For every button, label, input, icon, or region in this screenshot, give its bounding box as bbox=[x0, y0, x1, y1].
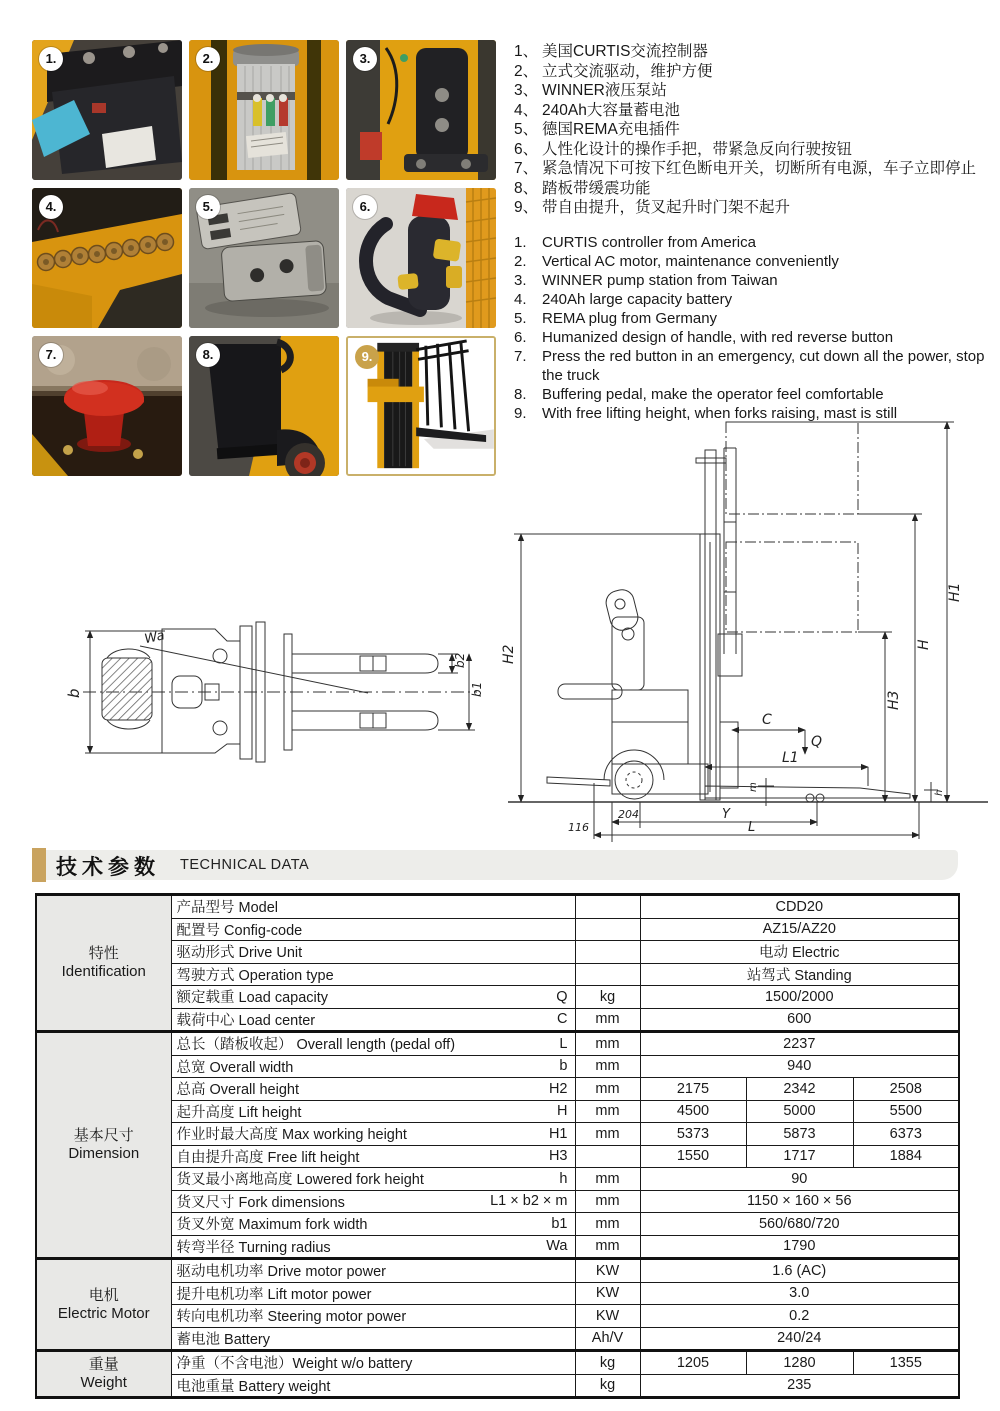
parameter-name-cell bbox=[171, 1282, 575, 1305]
unit-cell: mm bbox=[575, 1213, 640, 1236]
value-cell: 5373 bbox=[640, 1123, 746, 1146]
dim-label-h1: H1 bbox=[947, 582, 963, 602]
value-cell: 6373 bbox=[853, 1123, 959, 1146]
spec-row bbox=[36, 1145, 959, 1168]
parameter-name-cell bbox=[171, 1145, 575, 1168]
feature-item-text: WINNER pump station from Taiwan bbox=[542, 272, 778, 289]
photo-number-badge: 6. bbox=[353, 195, 377, 219]
parameter-name-cell bbox=[171, 1351, 575, 1375]
value-cell: 600 bbox=[640, 1008, 959, 1032]
section-title-chinese: 技术参数 bbox=[56, 856, 160, 879]
parameter-name: 自由提升高度 Free lift height bbox=[176, 1149, 360, 1166]
parameter-name-cell bbox=[171, 918, 575, 941]
technical-data-table bbox=[35, 893, 960, 1399]
photo-emergency-stop-button bbox=[32, 336, 182, 476]
photo-number-badge: 7. bbox=[39, 343, 63, 367]
value-cell: 2508 bbox=[853, 1078, 959, 1101]
parameter-name-cell bbox=[171, 941, 575, 964]
value-cell: AZ15/AZ20 bbox=[640, 918, 959, 941]
unit-cell bbox=[575, 895, 640, 919]
photo-number-badge: 8. bbox=[196, 343, 220, 367]
parameter-name: 总高 Overall height bbox=[176, 1082, 299, 1099]
parameter-name-cell bbox=[171, 1078, 575, 1101]
photo-number-badge: 2. bbox=[196, 47, 220, 71]
feature-item bbox=[514, 101, 996, 121]
parameter-name: 电池重量 Battery weight bbox=[176, 1378, 331, 1395]
feature-item-text: 240Ah large capacity battery bbox=[542, 291, 733, 308]
value-cell: 3.0 bbox=[640, 1282, 959, 1305]
unit-cell: KW bbox=[575, 1305, 640, 1328]
parameter-name-cell bbox=[171, 1123, 575, 1146]
value-cell: 940 bbox=[640, 1055, 959, 1078]
dim-label-q: Q bbox=[811, 734, 823, 750]
photo-battery-terminals bbox=[32, 40, 182, 180]
feature-photo-grid bbox=[32, 40, 496, 476]
feature-item-number: 9、 bbox=[514, 199, 539, 216]
spec-row bbox=[36, 1078, 959, 1101]
parameter-name: 货叉最小离地高度 Lowered fork height bbox=[176, 1172, 424, 1189]
category-label-cn: 基本尺寸 bbox=[73, 1127, 134, 1144]
parameter-name-cell bbox=[171, 1100, 575, 1123]
value-cell: 4500 bbox=[640, 1100, 746, 1123]
dim-label-b1: b1 bbox=[470, 681, 484, 697]
dim-label-204: 204 bbox=[618, 808, 639, 821]
feature-item-text: Vertical AC motor, maintenance conveniently bbox=[542, 253, 839, 270]
photo-number-badge: 4. bbox=[39, 195, 63, 219]
parameter-symbol: C bbox=[557, 1011, 568, 1028]
unit-cell: KW bbox=[575, 1282, 640, 1305]
feature-item-number: 7、 bbox=[514, 160, 539, 177]
parameter-name: 载荷中心 Load center bbox=[176, 1012, 316, 1029]
feature-item-text: 240Ah大容量蓄电池 bbox=[542, 101, 680, 119]
unit-cell: mm bbox=[575, 1032, 640, 1056]
spec-row bbox=[36, 1351, 959, 1375]
unit-cell bbox=[575, 941, 640, 964]
value-cell: 站驾式 Standing bbox=[640, 963, 959, 986]
value-cell: 1717 bbox=[746, 1145, 853, 1168]
feature-item bbox=[514, 140, 996, 160]
photo-number-badge: 9. bbox=[355, 345, 379, 369]
unit-cell: kg bbox=[575, 986, 640, 1009]
unit-cell bbox=[575, 918, 640, 941]
unit-cell: mm bbox=[575, 1168, 640, 1191]
spec-row bbox=[36, 1032, 959, 1056]
value-cell: 1500/2000 bbox=[640, 986, 959, 1009]
category-label-cn: 特性 bbox=[88, 945, 119, 962]
feature-item-number: 2、 bbox=[514, 62, 539, 80]
spec-row bbox=[36, 941, 959, 964]
photo-free-lift-mast bbox=[346, 336, 496, 476]
photo-operating-handle bbox=[346, 188, 496, 328]
unit-cell: mm bbox=[575, 1190, 640, 1213]
parameter-name-cell bbox=[171, 963, 575, 986]
parameter-symbol: H2 bbox=[548, 1080, 568, 1097]
parameter-name: 驱动形式 Drive Unit bbox=[176, 945, 303, 962]
top-view-svg bbox=[55, 596, 485, 768]
unit-cell: KW bbox=[575, 1259, 640, 1283]
parameter-symbol: L1 × b2 × m bbox=[490, 1193, 568, 1210]
spec-row bbox=[36, 1327, 959, 1351]
parameter-symbol: Q bbox=[556, 988, 568, 1005]
feature-item-text: 紧急情况下可按下红色断电开关，切断所有电源，车子立即停止 bbox=[542, 160, 977, 177]
unit-cell: mm bbox=[575, 1055, 640, 1078]
feature-item bbox=[514, 179, 996, 199]
parameter-symbol: H1 bbox=[548, 1125, 568, 1142]
parameter-symbol: L bbox=[559, 1035, 568, 1052]
value-cell: 1790 bbox=[640, 1235, 959, 1259]
value-cell: 2175 bbox=[640, 1078, 746, 1101]
parameter-name: 转弯半径 Turning radius bbox=[176, 1239, 331, 1256]
parameter-name-cell bbox=[171, 1190, 575, 1213]
unit-cell: Ah/V bbox=[575, 1327, 640, 1351]
value-cell: 1150 × 160 × 56 bbox=[640, 1190, 959, 1213]
dim-label-b: b bbox=[65, 688, 83, 698]
value-cell: 1.6 (AC) bbox=[640, 1259, 959, 1283]
dim-label-c: C bbox=[762, 712, 772, 728]
parameter-name: 驾驶方式 Operation type bbox=[176, 967, 334, 984]
parameter-name-cell bbox=[171, 1305, 575, 1328]
parameter-name-cell bbox=[171, 1008, 575, 1032]
unit-cell: kg bbox=[575, 1374, 640, 1398]
parameter-symbol: Wa bbox=[546, 1238, 568, 1255]
value-cell: 2237 bbox=[640, 1032, 959, 1056]
parameter-name-cell bbox=[171, 986, 575, 1009]
category-cell bbox=[36, 1032, 171, 1259]
value-cell: 1550 bbox=[640, 1145, 746, 1168]
technical-data-header bbox=[32, 848, 958, 882]
dim-label-h3: H3 bbox=[886, 690, 902, 710]
value-cell: 1884 bbox=[853, 1145, 959, 1168]
category-label-en: Electric Motor bbox=[57, 1304, 150, 1322]
unit-cell bbox=[575, 963, 640, 986]
parameter-name: 作业时最大高度 Max working height bbox=[176, 1127, 407, 1144]
spec-row bbox=[36, 963, 959, 986]
feature-item bbox=[514, 198, 996, 218]
feature-item bbox=[514, 290, 996, 309]
feature-item-number: 1、 bbox=[514, 43, 539, 60]
unit-cell: kg bbox=[575, 1351, 640, 1375]
dim-label-h: H bbox=[916, 639, 932, 650]
feature-item-number: 5. bbox=[514, 310, 527, 327]
feature-item bbox=[514, 328, 996, 347]
parameter-name: 转向电机功率 Steering motor power bbox=[176, 1309, 407, 1326]
parameter-symbol: b bbox=[559, 1058, 568, 1075]
dim-label-l: L bbox=[748, 820, 756, 835]
header-accent-bar bbox=[32, 848, 46, 882]
spec-row bbox=[36, 1055, 959, 1078]
value-cell: 5000 bbox=[746, 1100, 853, 1123]
dim-label-h-small: h bbox=[934, 789, 945, 796]
spec-row bbox=[36, 1100, 959, 1123]
feature-item-number: 3、 bbox=[514, 82, 539, 99]
value-cell: 90 bbox=[640, 1168, 959, 1191]
section-title-english: TECHNICAL DATA bbox=[180, 857, 310, 873]
category-cell bbox=[36, 1351, 171, 1398]
feature-item-number: 4、 bbox=[514, 101, 539, 119]
feature-item bbox=[514, 309, 996, 328]
feature-item-text: 踏板带缓震功能 bbox=[542, 179, 651, 197]
spec-row bbox=[36, 1235, 959, 1259]
parameter-name: 货叉外宽 Maximum fork width bbox=[176, 1217, 368, 1234]
feature-item-number: 6. bbox=[514, 329, 527, 346]
unit-cell: mm bbox=[575, 1078, 640, 1101]
feature-item-text: 带自由提升，货叉起升时门架不起升 bbox=[542, 199, 791, 216]
feature-item bbox=[514, 81, 996, 101]
side-view-svg bbox=[500, 402, 995, 845]
photo-number-badge: 3. bbox=[353, 47, 377, 71]
parameter-name-cell bbox=[171, 1032, 575, 1056]
feature-item bbox=[514, 271, 996, 290]
top-view-drawing bbox=[55, 596, 485, 768]
photo-vertical-ac-motor bbox=[189, 40, 339, 180]
feature-item-number: 8. bbox=[514, 386, 527, 403]
spec-row bbox=[36, 986, 959, 1009]
spec-row bbox=[36, 1123, 959, 1146]
category-label-en: Dimension bbox=[68, 1145, 140, 1162]
feature-item bbox=[514, 42, 996, 62]
parameter-name-cell bbox=[171, 1055, 575, 1078]
parameter-name: 总长（踏板收起） Overall length (pedal off) bbox=[176, 1037, 456, 1054]
parameter-name: 起升高度 Lift height bbox=[176, 1104, 302, 1121]
features-list-chinese bbox=[514, 42, 996, 218]
dim-label-l1: L1 bbox=[782, 750, 799, 766]
feature-item-text: Humanized design of handle, with red reverse button bbox=[542, 329, 894, 346]
feature-item-text: CURTIS controller from America bbox=[542, 234, 756, 251]
parameter-name-cell bbox=[171, 1327, 575, 1351]
spec-row bbox=[36, 1190, 959, 1213]
parameter-name-cell bbox=[171, 895, 575, 919]
spec-row bbox=[36, 1259, 959, 1283]
feature-item-text: 德国REMA充电插件 bbox=[542, 121, 680, 138]
unit-cell: mm bbox=[575, 1123, 640, 1146]
parameter-name: 净重（不含电池）Weight w/o battery bbox=[176, 1356, 413, 1373]
parameter-symbol: h bbox=[559, 1170, 568, 1187]
value-cell: 240/24 bbox=[640, 1327, 959, 1351]
parameter-name: 货叉尺寸 Fork dimensions bbox=[176, 1194, 345, 1211]
parameter-symbol: H3 bbox=[548, 1148, 568, 1165]
feature-item-text: 立式交流驱动，维护方便 bbox=[542, 62, 713, 80]
spec-row bbox=[36, 1213, 959, 1236]
parameter-name: 总宽 Overall width bbox=[176, 1059, 294, 1076]
photo-battery-cells bbox=[32, 188, 182, 328]
value-cell: 1205 bbox=[640, 1351, 746, 1375]
parameter-name: 产品型号 Model bbox=[176, 900, 279, 917]
header-background-band bbox=[38, 850, 958, 880]
feature-item bbox=[514, 62, 996, 82]
value-cell: 560/680/720 bbox=[640, 1213, 959, 1236]
parameter-name: 提升电机功率 Lift motor power bbox=[176, 1286, 372, 1303]
category-cell bbox=[36, 895, 171, 1032]
feature-item-number: 5、 bbox=[514, 121, 539, 138]
value-cell: 1355 bbox=[853, 1351, 959, 1375]
category-label-cn: 电机 bbox=[88, 1286, 119, 1304]
feature-item-number: 8、 bbox=[514, 179, 539, 197]
photo-hydraulic-pump-station bbox=[346, 40, 496, 180]
photo-rema-charging-plug bbox=[189, 188, 339, 328]
feature-item-text: 人性化设计的操作手把，带紧急反向行驶按钮 bbox=[542, 140, 853, 158]
spec-row bbox=[36, 1374, 959, 1398]
parameter-name: 配置号 Config-code bbox=[176, 922, 303, 939]
side-view-drawing bbox=[500, 402, 995, 845]
dim-label-m: m bbox=[748, 782, 759, 792]
value-cell: 5873 bbox=[746, 1123, 853, 1146]
feature-item-text: WINNER液压泵站 bbox=[542, 82, 667, 99]
value-cell: 0.2 bbox=[640, 1305, 959, 1328]
parameter-symbol: H bbox=[557, 1103, 568, 1120]
value-cell: 1280 bbox=[746, 1351, 853, 1375]
feature-item-number: 7. bbox=[514, 348, 527, 365]
feature-item bbox=[514, 159, 996, 179]
category-label-cn: 重量 bbox=[88, 1356, 119, 1373]
parameter-name: 额定载重 Load capacity bbox=[176, 990, 329, 1007]
feature-item-number: 1. bbox=[514, 234, 527, 251]
parameter-name-cell bbox=[171, 1213, 575, 1236]
value-cell: 电动 Electric bbox=[640, 941, 959, 964]
dim-label-b2: b2 bbox=[453, 652, 467, 668]
photo-buffering-pedal bbox=[189, 336, 339, 476]
dim-label-116: 116 bbox=[568, 821, 589, 834]
photo-number-badge: 5. bbox=[196, 195, 220, 219]
category-cell bbox=[36, 1259, 171, 1351]
dim-label-wa: Wa bbox=[143, 628, 167, 648]
features-list-english bbox=[514, 233, 996, 423]
feature-item-text: Buffering pedal, make the operator feel comfortable bbox=[542, 386, 884, 403]
parameter-name-cell bbox=[171, 1235, 575, 1259]
value-cell: 5500 bbox=[853, 1100, 959, 1123]
feature-item bbox=[514, 120, 996, 140]
dim-label-h2: H2 bbox=[501, 644, 517, 664]
feature-item-number: 2. bbox=[514, 253, 527, 270]
feature-item-text: 美国CURTIS交流控制器 bbox=[542, 43, 708, 60]
value-cell: 2342 bbox=[746, 1078, 853, 1101]
value-cell: 235 bbox=[640, 1374, 959, 1398]
spec-row bbox=[36, 895, 959, 919]
parameter-name: 蓄电池 Battery bbox=[176, 1331, 270, 1348]
feature-item bbox=[514, 252, 996, 271]
spec-row bbox=[36, 1168, 959, 1191]
category-label-en: Identification bbox=[61, 963, 146, 980]
spec-row bbox=[36, 918, 959, 941]
unit-cell: mm bbox=[575, 1100, 640, 1123]
parameter-name-cell bbox=[171, 1374, 575, 1398]
parameter-name: 驱动电机功率 Drive motor power bbox=[176, 1264, 386, 1281]
feature-item-text: Press the red button in an emergency, cut down all the power, stop the truck bbox=[542, 348, 985, 384]
category-label-en: Weight bbox=[80, 1374, 127, 1391]
value-cell: CDD20 bbox=[640, 895, 959, 919]
feature-item-text: With free lifting height, when forks raising, mast is still bbox=[542, 405, 898, 422]
unit-cell bbox=[575, 1145, 640, 1168]
feature-item-number: 9. bbox=[514, 405, 527, 422]
parameter-symbol: b1 bbox=[551, 1215, 568, 1232]
photo-number-badge: 1. bbox=[39, 47, 63, 71]
feature-item bbox=[514, 233, 996, 252]
parameter-name-cell bbox=[171, 1168, 575, 1191]
spec-row bbox=[36, 1008, 959, 1032]
spec-row bbox=[36, 1305, 959, 1328]
dim-label-y: Y bbox=[722, 807, 730, 822]
feature-item-number: 6、 bbox=[514, 140, 539, 158]
feature-item-number: 3. bbox=[514, 272, 527, 289]
feature-item bbox=[514, 347, 996, 385]
unit-cell: mm bbox=[575, 1008, 640, 1032]
spec-row bbox=[36, 1282, 959, 1305]
parameter-name-cell bbox=[171, 1259, 575, 1283]
unit-cell: mm bbox=[575, 1235, 640, 1259]
feature-item-text: REMA plug from Germany bbox=[542, 310, 718, 327]
feature-item-number: 4. bbox=[514, 291, 527, 308]
